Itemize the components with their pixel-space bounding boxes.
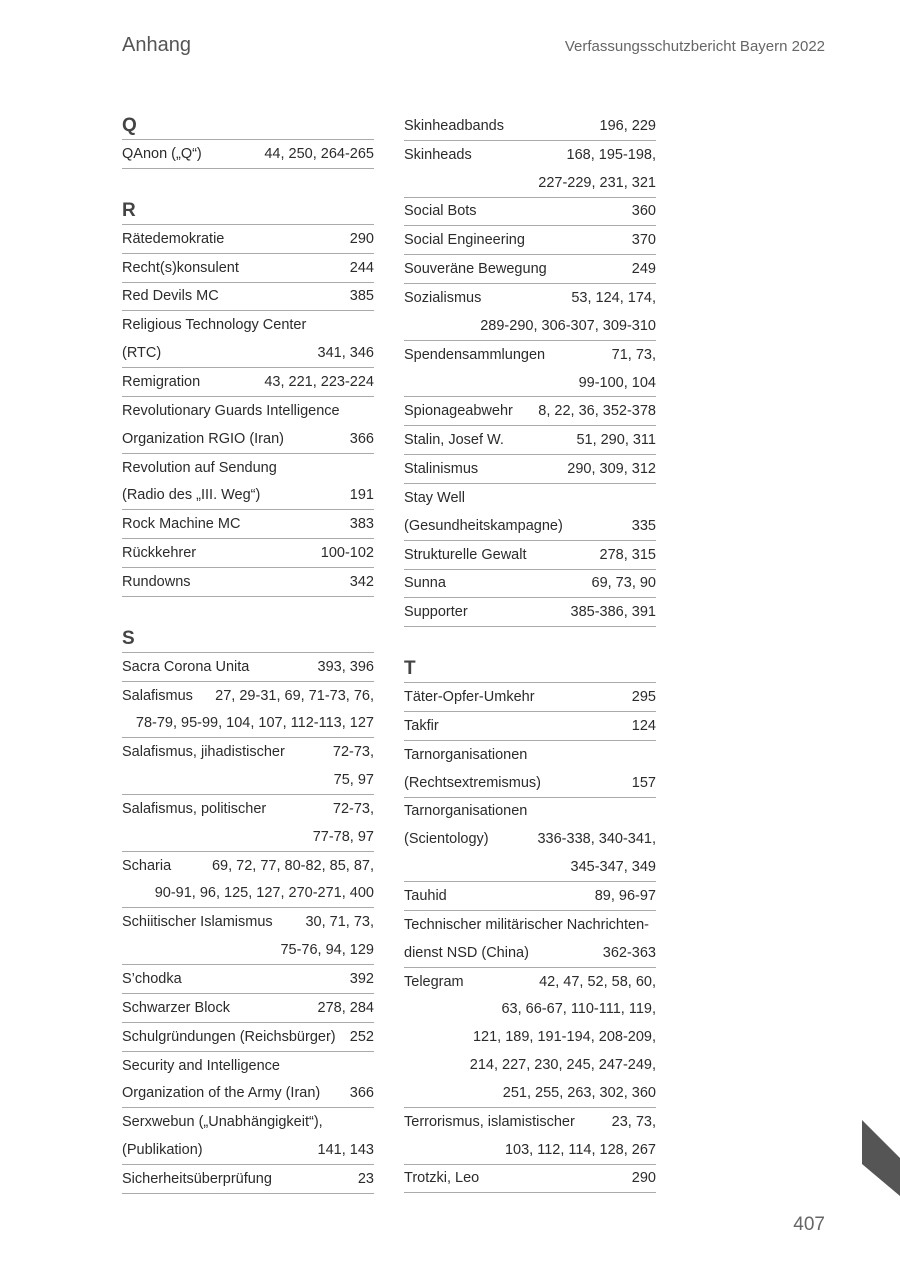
index-pages: 30, 71, 73, [305,914,374,931]
index-pages: 103, 112, 114, 128, 267 [504,1141,656,1158]
index-pages: 157 [631,774,656,791]
index-entry [404,712,656,741]
index-entry-line [122,936,374,964]
index-term: Terrorismus, islamistischer [404,1113,575,1130]
index-pages: 69, 73, 90 [591,575,656,592]
index-term: Tauhid [404,888,447,905]
index-entry [122,908,374,965]
index-term: Spionageabwehr [404,403,513,420]
index-entry [404,341,656,398]
index-entry-line [122,852,374,880]
index-entry-line [122,1165,374,1193]
index-pages: 289-290, 306-307, 309-310 [480,317,656,334]
index-entry-line [122,254,374,282]
index-entry [404,1165,656,1194]
index-term: Telegram [404,973,464,990]
index-entry [404,741,656,798]
index-pages: 362-363 [602,944,656,961]
index-entry-line [404,825,656,853]
index-entry [404,397,656,426]
index-entry [122,283,374,312]
index-pages: 124 [631,717,656,734]
index-term: Stalin, Josef W. [404,432,504,449]
index-pages: 121, 189, 191-194, 208-209, [472,1029,656,1046]
index-term: Sozialismus [404,289,482,306]
index-pages: 23, 73, [611,1113,656,1130]
index-entry-line [122,908,374,936]
index-term: Schulgründungen (Reichsbürger) [122,1028,336,1045]
index-term: Rückkehrer [122,545,197,562]
index-entry-line [404,169,656,197]
index-entry-line [404,1108,656,1136]
index-entry [122,568,374,597]
chapter-tab-marker [862,1120,900,1196]
index-term: Sunna [404,575,446,592]
index-entry-line [122,283,374,311]
index-entry [122,140,374,169]
index-term: Schiitischer Islamismus [122,914,273,931]
index-entry [122,682,374,739]
index-entry [122,510,374,539]
index-entry-line [122,397,374,425]
index-term: Tarnorganisationen [404,746,528,763]
index-entry-line [122,454,374,482]
index-term: Revolution auf Sendung [122,459,277,476]
index-pages: 168, 195-198, [566,146,656,163]
index-entry-line [122,823,374,851]
section-letter: S [122,625,374,653]
index-entry-line [122,682,374,710]
index-term: (Rechtsextremismus) [404,774,541,791]
index-term: Technischer militärischer Nachrichten- [404,916,649,933]
index-entry [122,454,374,511]
index-entry-line [122,311,374,339]
index-entry-line [404,312,656,340]
index-entry-line [404,112,656,140]
index-entry [404,683,656,712]
index-entry [122,539,374,568]
index-entry-line [404,798,656,826]
index-term: Remigration [122,373,201,390]
index-entry-line [122,481,374,509]
index-entry-line [404,769,656,797]
index-entry-line [122,795,374,823]
index-pages: 392 [349,971,374,988]
index-entry [122,1023,374,1052]
index-entry [404,455,656,484]
index-term: Supporter [404,604,468,621]
index-entry-line [404,1051,656,1079]
index-term: Stay Well [404,489,465,506]
index-entry-line [404,1023,656,1051]
index-term: Salafismus, jihadistischer [122,744,285,761]
index-entry [404,198,656,227]
index-entry-line [404,255,656,283]
index-column-right [404,112,656,1193]
index-entry-line [122,1136,374,1164]
index-entry [122,1052,374,1109]
index-pages: 75, 97 [333,772,374,789]
index-entry-line [122,425,374,453]
index-pages: 335 [631,517,656,534]
index-pages: 72-73, [332,744,374,761]
index-entry [122,852,374,909]
running-head-section: Anhang [122,34,191,56]
index-entry [404,484,656,541]
index-term: (Radio des „III. Weg“) [122,487,261,504]
index-term: Social Bots [404,203,477,220]
index-entry-line [122,994,374,1022]
index-entry-line [404,284,656,312]
index-term: Tarnorganisationen [404,803,528,820]
index-entry [404,141,656,198]
index-term: Red Devils MC [122,288,219,305]
index-term: Takfir [404,717,439,734]
index-entry-line [122,539,374,567]
index-entry [122,653,374,682]
index-entry-line [404,397,656,425]
index-pages: 336-338, 340-341, [537,831,656,848]
index-entry-line [122,1052,374,1080]
index-entry [404,112,656,141]
index-entry [122,965,374,994]
index-entry-line [404,541,656,569]
index-entry-line [122,965,374,993]
index-term: Schwarzer Block [122,999,230,1016]
index-entry-line [404,570,656,598]
index-term: Skinheadbands [404,117,504,134]
index-term: S’chodka [122,971,182,988]
index-term: Souveräne Bewegung [404,261,547,278]
index-pages: 345-347, 349 [570,859,656,876]
index-pages: 23 [357,1170,374,1187]
index-term: Rock Machine MC [122,516,241,533]
index-entry-line [122,225,374,253]
index-pages: 252 [349,1028,374,1045]
index-entry [122,311,374,368]
running-head-report: Verfassungsschutzbericht Bayern 2022 [564,38,825,55]
index-entry-line [122,510,374,538]
index-term: Salafismus [122,687,193,704]
index-pages: 100-102 [320,545,374,562]
page-number: 407 [793,1214,825,1235]
index-entry-line [404,512,656,540]
index-entry-line [404,968,656,996]
index-pages: 69, 72, 77, 80-82, 85, 87, [211,857,374,874]
index-entry [404,226,656,255]
index-entry-line [122,368,374,396]
index-entry [404,255,656,284]
index-term: dienst NSD (China) [404,944,529,961]
index-term: (Publikation) [122,1142,203,1159]
index-term: Spendensammlungen [404,346,546,363]
index-term: Sicherheitsüberprüfung [122,1170,272,1187]
index-entry [122,254,374,283]
index-entry-line [404,882,656,910]
index-entry [404,426,656,455]
index-section-t [404,655,656,1193]
index-entry-line [404,1165,656,1193]
index-term: Scharia [122,857,172,874]
index-pages: 77-78, 97 [312,828,374,845]
index-entry [122,368,374,397]
section-letter: Q [122,112,374,140]
index-entry-line [404,853,656,881]
index-pages: 63, 66-67, 110-111, 119, [501,1001,656,1018]
index-pages: 214, 227, 230, 245, 247-249, [469,1057,656,1074]
index-entry [404,570,656,599]
index-term: Salafismus, politischer [122,800,267,817]
index-entry-line [122,766,374,794]
index-pages: 78-79, 95-99, 104, 107, 112-113, 127 [135,715,374,732]
index-section-q [122,112,374,169]
index-entry [122,1108,374,1165]
index-column-left [122,112,374,1194]
index-entry-line [122,1079,374,1107]
index-entry [122,994,374,1023]
index-pages: 278, 315 [599,546,656,563]
index-pages: 43, 221, 223-224 [264,373,374,390]
index-pages: 290 [631,1170,656,1187]
index-entry-line [404,141,656,169]
index-pages: 385-386, 391 [570,604,656,621]
index-entry [404,798,656,883]
section-letter: R [122,197,374,225]
index-pages: 295 [631,689,656,706]
index-term: Organization of the Army (Iran) [122,1085,321,1102]
index-entry [122,795,374,852]
index-term: Skinheads [404,146,472,163]
index-entry-line [404,484,656,512]
index-entry-line [404,598,656,626]
index-pages: 8, 22, 36, 352-378 [538,403,656,420]
index-term: Trotzki, Leo [404,1170,480,1187]
index-pages: 342 [349,573,374,590]
index-entry [404,1108,656,1165]
index-pages: 360 [631,203,656,220]
index-entry [404,598,656,627]
index-term: Revolutionary Guards Intelligence [122,402,340,419]
index-entry-line [404,939,656,967]
index-section-s [122,625,374,1194]
index-entry-line [404,341,656,369]
index-term: (Gesundheitskampagne) [404,517,563,534]
index-entry-line [122,140,374,168]
index-pages: 44, 250, 264-265 [264,145,374,162]
index-pages: 89, 96-97 [594,888,656,905]
section-letter: T [404,655,656,683]
index-term: (RTC) [122,345,162,362]
index-term: Sacra Corona Unita [122,658,250,675]
index-pages: 249 [631,261,656,278]
index-pages: 90-91, 96, 125, 127, 270-271, 400 [154,885,374,902]
index-pages: 99-100, 104 [578,374,656,391]
index-entry-line [404,1079,656,1107]
index-pages: 51, 290, 311 [576,432,656,449]
index-pages: 71, 73, [611,346,656,363]
index-entry-line [122,710,374,738]
index-entry-line [122,880,374,908]
index-pages: 191 [349,487,374,504]
index-term: Social Engineering [404,232,525,249]
index-entry-line [404,198,656,226]
index-entry-line [122,339,374,367]
index-entry-line [404,741,656,769]
index-pages: 141, 143 [317,1142,374,1159]
index-pages: 27, 29-31, 69, 71-73, 76, [215,687,374,704]
index-term: Religious Technology Center [122,317,307,334]
index-pages: 393, 396 [317,658,374,675]
index-entry-line [122,738,374,766]
index-term: Serxwebun („Unabhängigkeit“), [122,1114,323,1131]
index-pages: 75-76, 94, 129 [280,942,374,959]
index-term: Rundowns [122,573,191,590]
index-entry [404,284,656,341]
index-pages: 53, 124, 174, [571,289,656,306]
index-entry [404,911,656,968]
index-entry-line [122,1108,374,1136]
index-entry [404,968,656,1108]
index-entry-line [404,426,656,454]
index-pages: 366 [349,430,374,447]
index-term: Organization RGIO (Iran) [122,430,284,447]
index-pages: 227-229, 231, 321 [538,174,656,191]
index-pages: 42, 47, 52, 58, 60, [539,973,656,990]
index-entry [404,541,656,570]
index-entry [404,882,656,911]
index-entry-line [404,1136,656,1164]
index-pages: 251, 255, 263, 302, 360 [502,1084,656,1101]
index-term: (Scientology) [404,831,489,848]
index-pages: 244 [349,259,374,276]
index-term: Strukturelle Gewalt [404,546,527,563]
index-pages: 370 [631,232,656,249]
index-pages: 290, 309, 312 [567,461,656,478]
index-entry [122,1165,374,1194]
index-term: Security and Intelligence [122,1057,280,1074]
index-pages: 366 [349,1085,374,1102]
index-term: QAnon („Q“) [122,145,202,162]
index-entry-line [122,1023,374,1051]
index-term: Stalinismus [404,461,479,478]
index-pages: 278, 284 [317,999,374,1016]
index-entry-line [404,683,656,711]
index-pages: 385 [349,288,374,305]
index-pages: 290 [349,230,374,247]
index-term: Recht(s)konsulent [122,259,239,276]
index-entry-line [404,712,656,740]
index-entry [122,225,374,254]
index-entry-line [122,653,374,681]
index-entry-line [404,911,656,939]
index-term: Täter-Opfer-Umkehr [404,689,535,706]
index-entry [122,397,374,454]
index-entry-line [404,995,656,1023]
index-entry-line [404,455,656,483]
index-entry [122,738,374,795]
index-term: Rätedemokratie [122,230,225,247]
index-pages: 383 [349,516,374,533]
index-section-s-continued [404,112,656,627]
index-section-r [122,197,374,597]
index-entry-line [404,226,656,254]
index-entry-line [122,568,374,596]
index-entry-line [404,369,656,397]
index-pages: 196, 229 [599,117,656,134]
index-pages: 341, 346 [317,345,374,362]
index-pages: 72-73, [332,800,374,817]
